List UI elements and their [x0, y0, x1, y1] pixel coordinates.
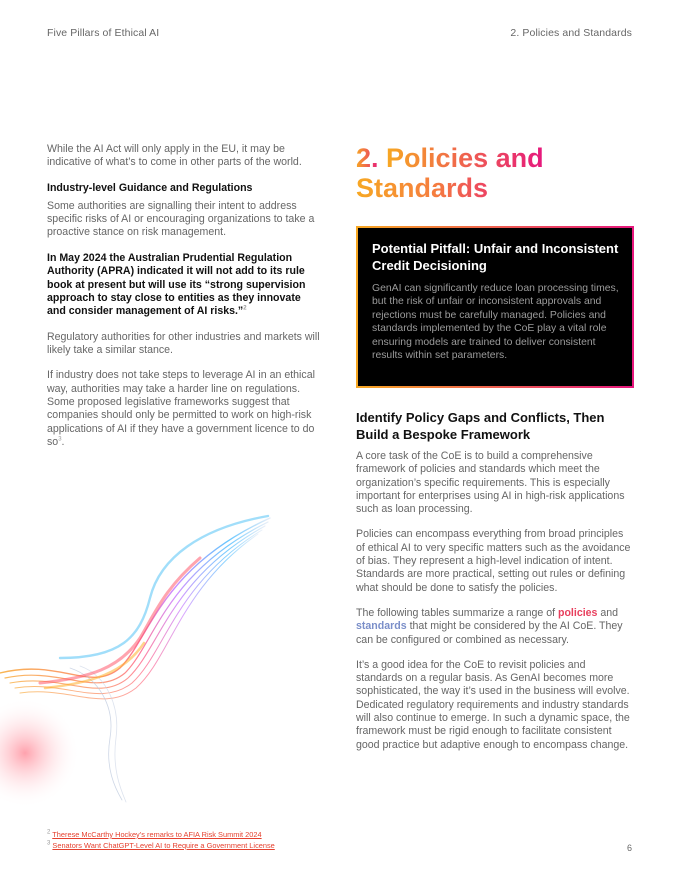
footnote-3: $^3$ Senators Want ChatGPT-Level AI to Require a Government License	[47, 840, 275, 850]
pitfall-body: GenAI can significantly reduce loan processing times, but the risk of unfair or inconsistent approvals and rejections must be carefully managed. Policies and standards implemented by the CoE play a vital role ensuring models are trained to deliver consistent results within set parameters.	[372, 283, 619, 362]
pitfall-title: Potential Pitfall: Unfair and Inconsistent Credit Decisioning	[372, 241, 619, 273]
apra-quote: In May 2024 the Australian Prudential Regulation Authority (APRA) indicated it will not add to its rule book at present but will use its “strong supervision approach to stay close to entities as they innovate and consider management of AI risks.”$^2$	[47, 251, 306, 318]
footnote-2: $^2$ Therese McCarthy Hockey’s remarks to AFIA Risk Summit 2024	[47, 829, 262, 839]
footnote-ref-2[interactable]: 2	[243, 305, 247, 312]
tables-paragraph: The following tables summarize a range of policies and standards that might be considered by the AI CoE. They can be configured or combined as necessary.	[356, 606, 623, 646]
licence-paragraph: If industry does not take steps to leverage AI in an ethical way, authorities may take a harder line on regulations. Some proposed legislative frameworks suggest that companies should only be permitted to work on high-risk applications of AI if they have a government licence to do $so^3$.	[47, 369, 315, 448]
footnote-link-senators[interactable]: Senators Want ChatGPT-Level AI to Require a Government License	[52, 841, 275, 850]
revisit-paragraph: It’s a good idea for the CoE to revisit policies and standards on a regular basis. As GenAI becomes more sophisticated, the way it’s used in the business will evolve. Dedicated regulatory requirements and industry standards will also continue to emerge. In such a dynamic space, the framework must be rigid enough to facilitate consistent good practice but adaptive enough to encompass change.	[356, 658, 630, 751]
running-header-section: 2. Policies and Standards	[510, 27, 632, 39]
policy-gaps-heading: Identify Policy Gaps and Conflicts, Then Build a Bespoke Framework	[356, 410, 605, 442]
standards-highlight: standards	[356, 620, 407, 633]
policies-paragraph: Policies can encompass everything from broad principles of ethical AI to very specific matters such as the avoidance of bias. They represent a high-level indication of intent. Standards are more practical, setting out rules or defining what should be done to satisfy the policies.	[356, 528, 631, 594]
authorities-paragraph: Some authorities are signalling their intent to address specific risks of AI or encouraging organizations to take a proactive stance on risk management.	[47, 199, 315, 239]
intro-paragraph: While the AI Act will only apply in the EU, it may be indicative of what’s to come in other parts of the world.	[47, 143, 302, 169]
potential-pitfall-callout	[356, 226, 634, 388]
abstract-wave-graphic	[0, 508, 280, 808]
footnote-ref-3[interactable]: 3	[58, 436, 62, 443]
right-column	[356, 409, 634, 764]
industry-guidance-heading: Industry-level Guidance and Regulations	[47, 181, 253, 194]
regulatory-paragraph: Regulatory authorities for other industries and markets will likely take a similar stance.	[47, 330, 320, 357]
framework-paragraph: A core task of the CoE is to build a comprehensive framework of policies and standards which meet the organization’s specific requirements. This is especially important for enterprises using AI in high-risk applications such as loan processing.	[356, 450, 625, 516]
footnote-link-apra[interactable]: Therese McCarthy Hockey’s remarks to AFIA Risk Summit 2024	[52, 830, 262, 839]
running-header-title: Five Pillars of Ethical AI	[47, 27, 160, 39]
section-title: 2. Policies and Standards	[356, 143, 544, 203]
left-column	[47, 143, 322, 461]
page-number: 6	[626, 843, 632, 853]
policies-highlight: policies	[557, 606, 598, 619]
